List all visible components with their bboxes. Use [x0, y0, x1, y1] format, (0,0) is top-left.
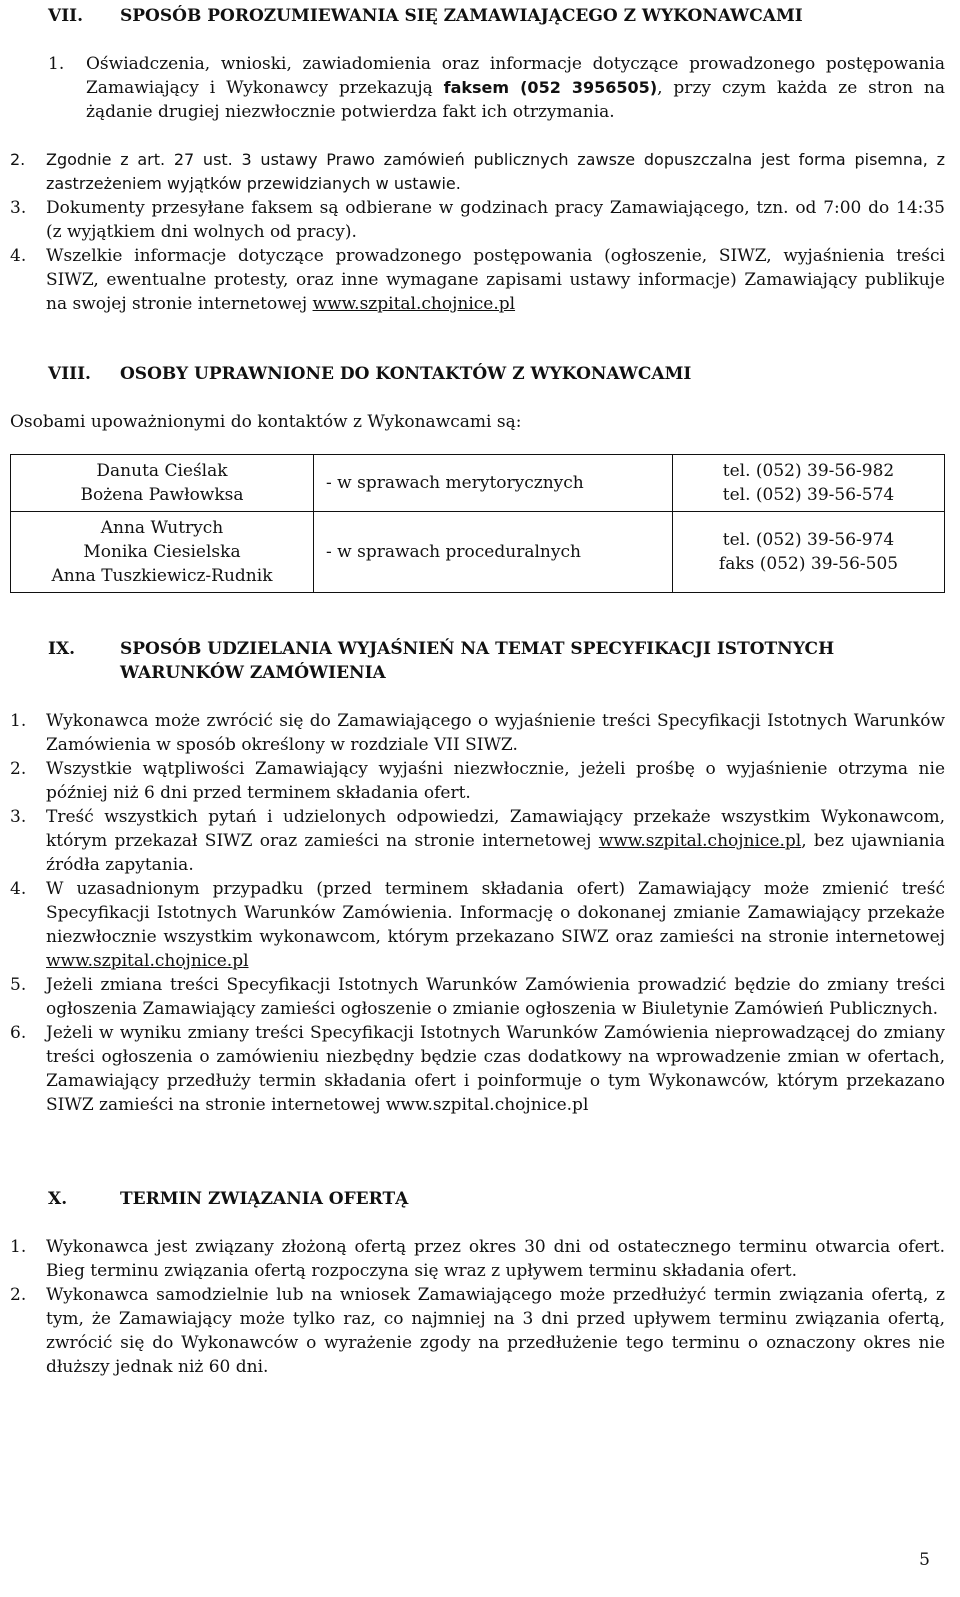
item-text: W uzasadnionym przypadku (przed terminem składania ofert) Zamawiający może zmienić treść Specyfikacji Istotnych Warunków Zamówienia. Informację o dokonanej zmianie Zamawiający przekaże niezwłocznie wszystkim wykonawcom, którym przekazano SIWZ oraz zamieści na stronie internetowej — [46, 879, 945, 947]
section-7-number: VII. — [48, 6, 84, 26]
names-cell — [11, 512, 314, 593]
item-number: 1. — [10, 711, 27, 731]
contacts-intro: Osobami upoważnionymi do kontaktów z Wykonawcami są: — [10, 412, 522, 432]
section-10-title: TERMIN ZWIĄZANIA OFERTĄ — [120, 1189, 409, 1209]
phone-number: tel. (052) 39-56-982 — [722, 461, 895, 481]
section-7-item — [10, 196, 945, 244]
item-text: Wykonawca samodzielnie lub na wniosek Zamawiającego może przedłużyć termin związania ofertą, z tym, że Zamawiający może tylko raz, co najmniej na 3 dni przed upływem terminu związania ofertą, zwrócić się do Wykonawców o wyrażenie zgody na przedłużenie tego terminu o oznaczony okres nie dłuższy jednak niż 60 dni. — [46, 1285, 945, 1377]
section-9-item — [10, 877, 945, 973]
phone-cell — [673, 512, 945, 593]
item-text: Treść wszystkich pytań i udzielonych odpowiedzi, Zamawiający przekaże wszystkim Wykonawcom, którym przekazał SIWZ oraz zamieści na stronie internetowej — [46, 807, 945, 851]
section-7-list-cont — [10, 148, 945, 316]
website-link[interactable]: www.szpital.chojnice.pl — [312, 294, 516, 314]
section-7-item — [10, 148, 945, 196]
item-text: Wykonawca może zwrócić się do Zamawiającego o wyjaśnienie treści Specyfikacji Istotnych Warunków Zamówienia w sposób określony w rozdziale VII SIWZ. — [46, 711, 945, 755]
contact-name: Bożena Pawłowksa — [80, 485, 244, 505]
section-9-title: SPOSÓB UDZIELANIA WYJAŚNIEŃ NA TEMAT SPECYFIKACJI ISTOTNYCH WARUNKÓW ZAMÓWIENIA — [120, 639, 835, 683]
section-9-item — [10, 973, 945, 1021]
section-9-item — [10, 805, 945, 877]
item-text: Zgodnie z art. 27 ust. 3 ustawy Prawo zamówień publicznych zawsze dopuszczalna jest forma pisemna, z zastrzeżeniem wyjątków przewidzianych w ustawie. — [46, 150, 945, 193]
item-text: Oświadczenia, wnioski, zawiadomienia oraz informacje dotyczące prowadzonego postępowania Zamawiający i Wykonawcy przekazują — [86, 54, 945, 98]
table-row — [11, 512, 945, 593]
item-text: Wykonawca jest związany złożoną ofertą przez okres 30 dni od ostatecznego terminu otwarcia ofert. Bieg terminu związania ofertą rozpoczyna się wraz z upływem terminu składania ofert. — [46, 1237, 945, 1281]
item-number: 4. — [10, 246, 27, 266]
table-row — [11, 455, 945, 512]
contacts-table — [10, 454, 945, 593]
section-9-item — [10, 1021, 945, 1117]
contact-name: Anna Wutrych — [100, 518, 224, 538]
item-text: Jeżeli w wyniku zmiany treści Specyfikacji Istotnych Warunków Zamówienia nieprowadzącej do zmiany treści ogłoszenia o zamówieniu niezbędny będzie czas dodatkowy na wprowadzenie zmian w ofertach, Zamawiający przedłuży termin składania ofert i poinformuje o tym Wykonawców, którym przekazano SIWZ zamieści na stronie internetowej www.szpital.chojnice.pl — [46, 1023, 945, 1115]
section-10-item — [10, 1235, 945, 1283]
item-number: 2. — [10, 759, 27, 779]
item-number: 2. — [10, 150, 26, 169]
section-10-item — [10, 1283, 945, 1379]
section-9-item — [10, 757, 945, 805]
fax-number: faks (052) 39-56-505 — [718, 554, 899, 574]
page-number: 5 — [919, 1550, 930, 1570]
item-text: , bez ujawniania źródła zapytania. — [46, 831, 945, 875]
item-text: Wszelkie informacje dotyczące prowadzonego postępowania (ogłoszenie, SIWZ, wyjaśnienia treści SIWZ, ewentualne protesty, oraz inne wymagane zapisami ustawy informacje) Zamawiający publikuje na swojej stronie internetowej — [46, 246, 945, 314]
section-7-item — [10, 52, 945, 124]
section-10-number: X. — [48, 1189, 68, 1209]
section-9-list — [10, 709, 945, 1117]
section-7-title: SPOSÓB POROZUMIEWANIA SIĘ ZAMAWIAJĄCEGO Z WYKONAWCAMI — [120, 6, 803, 26]
phone-cell — [673, 455, 945, 512]
item-text: Dokumenty przesyłane faksem są odbierane w godzinach pracy Zamawiającego, tzn. od 7:00 do 14:35 (z wyjątkiem dni wolnych od pracy). — [46, 198, 945, 242]
contact-name: Anna Tuszkiewicz-Rudnik — [51, 566, 273, 586]
item-number: 1. — [48, 54, 65, 74]
contact-name: Monika Ciesielska — [83, 542, 241, 562]
item-number: 1. — [10, 1237, 27, 1257]
scope-cell: - w sprawach proceduralnych — [314, 512, 673, 593]
fax-number: faksem (052 3956505) — [443, 78, 658, 97]
contact-name: Danuta Cieślak — [96, 461, 228, 481]
names-cell — [11, 455, 314, 512]
website-link[interactable]: www.szpital.chojnice.pl — [46, 951, 249, 971]
section-10-list — [10, 1235, 945, 1379]
section-8-title: OSOBY UPRAWNIONE DO KONTAKTÓW Z WYKONAWCAMI — [120, 364, 692, 384]
item-text: , przy czym każda ze stron na żądanie drugiej niezwłocznie potwierdza fakt ich otrzymania. — [86, 78, 946, 122]
item-number: 5. — [10, 975, 27, 995]
section-9-item — [10, 709, 945, 757]
scope-cell: - w sprawach merytorycznych — [314, 455, 673, 512]
section-7-list — [10, 52, 945, 124]
section-8-number: VIII. — [48, 364, 91, 384]
phone-number: tel. (052) 39-56-574 — [722, 485, 895, 505]
phone-number: tel. (052) 39-56-974 — [722, 530, 895, 550]
section-9-number: IX. — [48, 639, 76, 659]
section-7-item — [10, 244, 945, 316]
item-number: 2. — [10, 1285, 27, 1305]
item-number: 3. — [10, 198, 27, 218]
item-number: 6. — [10, 1023, 27, 1043]
website-link[interactable]: www.szpital.chojnice.pl — [598, 831, 802, 851]
item-text: Jeżeli zmiana treści Specyfikacji Istotnych Warunków Zamówienia prowadzić będzie do zmiany treści ogłoszenia Zamawiający zamieści ogłoszenie o zmianie ogłoszenia w Biuletynie Zamówień Publicznych. — [46, 975, 945, 1019]
item-number: 3. — [10, 807, 27, 827]
item-text: Wszystkie wątpliwości Zamawiający wyjaśni niezwłocznie, jeżeli prośbę o wyjaśnienie otrzyma nie później niż 6 dni przed terminem składania ofert. — [46, 759, 945, 803]
item-number: 4. — [10, 879, 27, 899]
